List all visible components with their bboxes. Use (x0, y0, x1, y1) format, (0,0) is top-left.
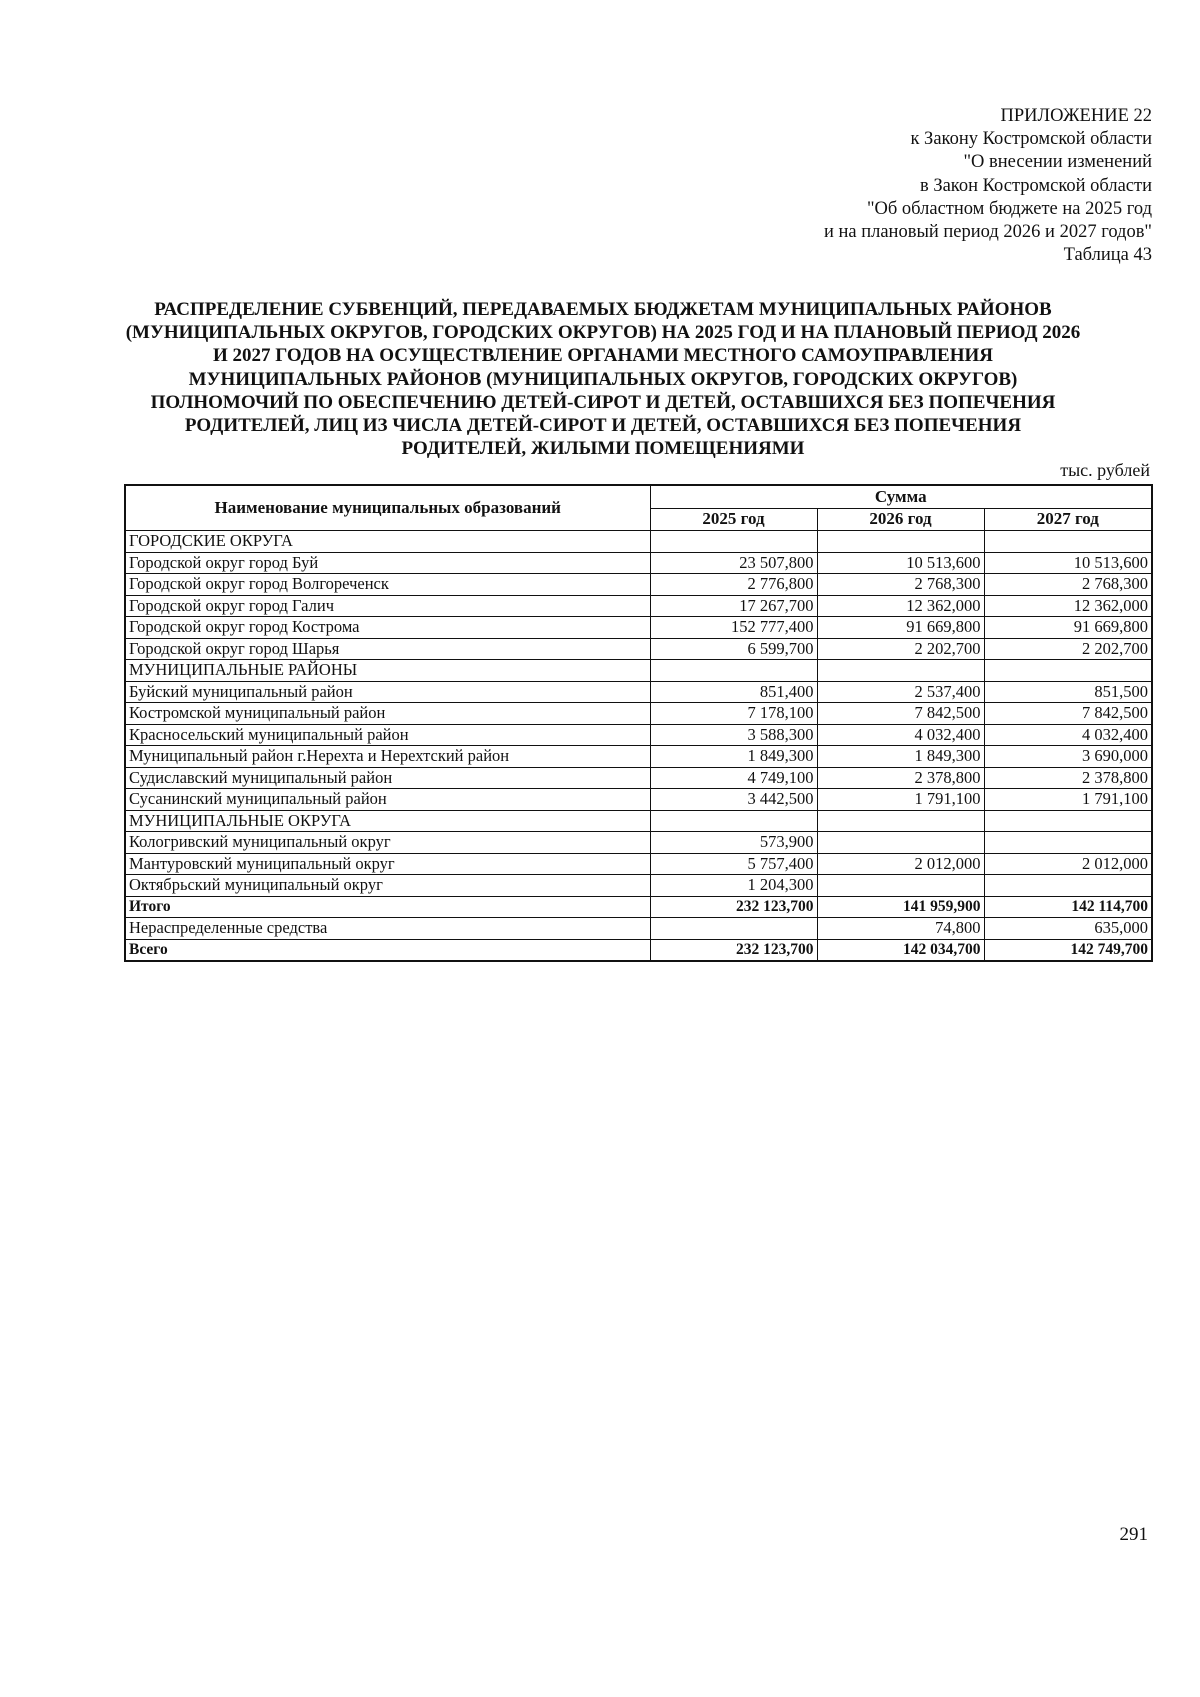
amount-2025: 23 507,800 (650, 552, 817, 574)
amount-2025: 232 123,700 (650, 896, 817, 918)
column-header-2026: 2026 год (817, 508, 984, 531)
amount-2026: 12 362,000 (817, 595, 984, 617)
amount-2027: 91 669,800 (984, 617, 1152, 639)
table-row (125, 595, 1152, 617)
amount-2027: 10 513,600 (984, 552, 1152, 574)
table-row (125, 703, 1152, 725)
header-line: к Закону Костромской области (910, 129, 1152, 150)
amount-2026: 2 012,000 (817, 853, 984, 875)
amount-2026 (817, 810, 984, 832)
amount-2025 (650, 810, 817, 832)
amount-2027: 2 378,800 (984, 767, 1152, 789)
section-label: МУНИЦИПАЛЬНЫЕ РАЙОНЫ (125, 660, 650, 682)
header-line: ПРИЛОЖЕНИЕ 22 (1000, 106, 1152, 126)
amount-2025: 6 599,700 (650, 638, 817, 660)
amount-2026: 142 034,700 (817, 939, 984, 961)
title-line: РОДИТЕЛЕЙ, ЛИЦ ИЗ ЧИСЛА ДЕТЕЙ-СИРОТ И ДЕТЕЙ, ОСТАВШИХСЯ БЕЗ ПОПЕЧЕНИЯ (184, 415, 1022, 437)
document-title (118, 298, 1088, 460)
municipality-name: Городской округ город Буй (125, 552, 650, 574)
amount-2026: 2 768,300 (817, 574, 984, 596)
table-row (125, 724, 1152, 746)
amount-2025: 3 442,500 (650, 789, 817, 811)
amount-2025 (650, 660, 817, 682)
municipality-name: Октябрьский муниципальный округ (125, 875, 650, 897)
amount-2027: 851,500 (984, 681, 1152, 703)
amount-2025: 7 178,100 (650, 703, 817, 725)
amount-2026: 141 959,900 (817, 896, 984, 918)
amount-2025: 573,900 (650, 832, 817, 854)
amount-2027 (984, 810, 1152, 832)
table-row (125, 574, 1152, 596)
amount-2026 (817, 660, 984, 682)
amount-2026 (817, 832, 984, 854)
table-body (125, 531, 1152, 962)
amount-2027: 142 114,700 (984, 896, 1152, 918)
municipality-name: Городской округ город Волгореченск (125, 574, 650, 596)
amount-2026: 4 032,400 (817, 724, 984, 746)
column-header-2025: 2025 год (650, 508, 817, 531)
municipality-name: Нераспределенные средства (125, 918, 650, 940)
amount-2027: 2 768,300 (984, 574, 1152, 596)
amount-2026: 2 202,700 (817, 638, 984, 660)
amount-2027 (984, 832, 1152, 854)
amount-2025: 2 776,800 (650, 574, 817, 596)
amount-2027 (984, 531, 1152, 553)
amount-2027 (984, 875, 1152, 897)
table-row (125, 746, 1152, 768)
amount-2026 (817, 531, 984, 553)
municipality-name: Кологривский муниципальный округ (125, 832, 650, 854)
amount-2026: 7 842,500 (817, 703, 984, 725)
amount-2026: 2 537,400 (817, 681, 984, 703)
title-line: ПОЛНОМОЧИЙ ПО ОБЕСПЕЧЕНИЮ ДЕТЕЙ-СИРОТ И ДЕТЕЙ, ОСТАВШИХСЯ БЕЗ ПОПЕЧЕНИЯ (150, 391, 1056, 413)
column-header-name: Наименование муниципальных образований (125, 485, 650, 531)
table-row (125, 617, 1152, 639)
title-line: РАСПРЕДЕЛЕНИЕ СУБВЕНЦИЙ, ПЕРЕДАВАЕМЫХ БЮДЖЕТАМ МУНИЦИПАЛЬНЫХ РАЙОНОВ (154, 299, 1052, 320)
amount-2027: 7 842,500 (984, 703, 1152, 725)
amount-2027: 2 202,700 (984, 638, 1152, 660)
amount-2026: 1 791,100 (817, 789, 984, 811)
units-label: тыс. рублей (1060, 460, 1150, 480)
column-header-2027: 2027 год (984, 508, 1152, 531)
title-line: (МУНИЦИПАЛЬНЫХ ОКРУГОВ, ГОРОДСКИХ ОКРУГОВ) НА 2025 ГОД И НА ПЛАНОВЫЙ ПЕРИОД 2026 (125, 322, 1081, 344)
amount-2026: 74,800 (817, 918, 984, 940)
table-row (125, 638, 1152, 660)
amount-2025: 152 777,400 (650, 617, 817, 639)
amount-2025 (650, 531, 817, 553)
amount-2026 (817, 875, 984, 897)
section-row (125, 810, 1152, 832)
amount-2026: 2 378,800 (817, 767, 984, 789)
municipality-name: Судиславский муниципальный район (125, 767, 650, 789)
appendix-header (652, 105, 1152, 267)
table-row (125, 918, 1152, 940)
municipality-name: Буйский муниципальный район (125, 681, 650, 703)
municipality-name: Городской округ город Кострома (125, 617, 650, 639)
amount-2026: 91 669,800 (817, 617, 984, 639)
municipality-name: Городской округ город Шарья (125, 638, 650, 660)
amount-2025: 1 849,300 (650, 746, 817, 768)
section-row (125, 660, 1152, 682)
table-row (125, 853, 1152, 875)
table-number: Таблица 43 (1063, 245, 1152, 266)
table-row (125, 875, 1152, 897)
municipality-name: Городской округ город Галич (125, 595, 650, 617)
total-row (125, 939, 1152, 961)
amount-2025: 232 123,700 (650, 939, 817, 961)
column-header-sum: Сумма (650, 485, 1152, 508)
table-row (125, 552, 1152, 574)
page-number: 291 (1119, 1524, 1148, 1545)
municipality-name: Итого (125, 896, 650, 918)
total-row (125, 896, 1152, 918)
amount-2026: 1 849,300 (817, 746, 984, 768)
section-row (125, 531, 1152, 553)
amount-2027: 4 032,400 (984, 724, 1152, 746)
amount-2027: 142 749,700 (984, 939, 1152, 961)
amount-2027: 635,000 (984, 918, 1152, 940)
table-row (125, 767, 1152, 789)
amount-2025: 4 749,100 (650, 767, 817, 789)
municipality-name: Мантуровский муниципальный округ (125, 853, 650, 875)
amount-2025: 851,400 (650, 681, 817, 703)
amount-2027: 1 791,100 (984, 789, 1152, 811)
subvention-table (124, 484, 1153, 962)
amount-2025: 5 757,400 (650, 853, 817, 875)
title-line: И 2027 ГОДОВ НА ОСУЩЕСТВЛЕНИЕ ОРГАНАМИ МЕСТНОГО САМОУПРАВЛЕНИЯ (213, 345, 993, 367)
municipality-name: Всего (125, 939, 650, 961)
amount-2025: 3 588,300 (650, 724, 817, 746)
table-row (125, 789, 1152, 811)
amount-2027: 2 012,000 (984, 853, 1152, 875)
amount-2027: 3 690,000 (984, 746, 1152, 768)
title-line: РОДИТЕЛЕЙ, ЖИЛЫМИ ПОМЕЩЕНИЯМИ (401, 438, 805, 460)
amount-2026: 10 513,600 (817, 552, 984, 574)
municipality-name: Муниципальный район г.Нерехта и Нерехтский район (125, 746, 650, 768)
amount-2027: 12 362,000 (984, 595, 1152, 617)
title-line: МУНИЦИПАЛЬНЫХ РАЙОНОВ (МУНИЦИПАЛЬНЫХ ОКРУГОВ, ГОРОДСКИХ ОКРУГОВ) (188, 368, 1018, 390)
section-label: МУНИЦИПАЛЬНЫЕ ОКРУГА (125, 810, 650, 832)
amount-2025: 17 267,700 (650, 595, 817, 617)
municipality-name: Сусанинский муниципальный район (125, 789, 650, 811)
municipality-name: Красносельский муниципальный район (125, 724, 650, 746)
header-line: "О внесении изменений (963, 152, 1152, 173)
amount-2027 (984, 660, 1152, 682)
table-row (125, 832, 1152, 854)
section-label: ГОРОДСКИЕ ОКРУГА (125, 531, 650, 553)
municipality-name: Костромской муниципальный район (125, 703, 650, 725)
header-line: в Закон Костромской области (919, 175, 1152, 196)
amount-2025 (650, 918, 817, 940)
header-line: и на плановый период 2026 и 2027 годов" (823, 222, 1152, 243)
table-row (125, 681, 1152, 703)
header-line: "Об областном бюджете на 2025 год (866, 198, 1152, 219)
amount-2025: 1 204,300 (650, 875, 817, 897)
